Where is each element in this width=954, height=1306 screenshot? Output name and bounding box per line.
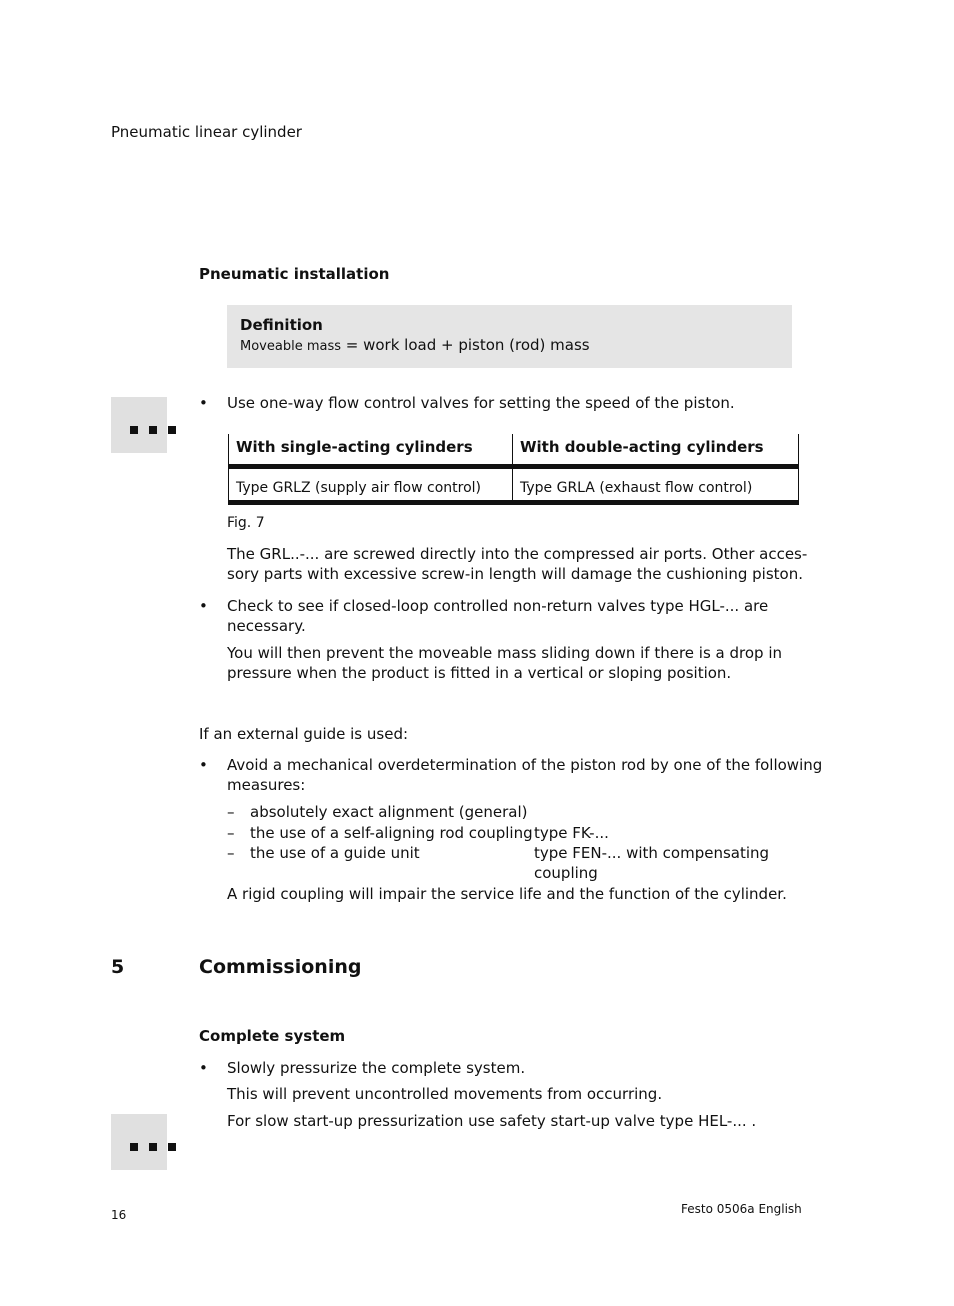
definition-term: Moveable mass (240, 339, 341, 354)
note-icon-square (149, 426, 157, 434)
bullet-overdetermination-line1: Avoid a mechanical overdetermination of the piston rod by one of the following (227, 756, 823, 774)
paragraph-prevent-line1: You will then prevent the moveable mass sliding down if there is a drop in (227, 644, 783, 662)
table-cell-grlz: Type GRLZ (supply air flow control) (236, 480, 481, 496)
measure-text: absolutely exact alignment (general) (250, 803, 528, 821)
figure-label: Fig. 7 (227, 515, 265, 531)
footer-publisher: Festo 0506a English (681, 1202, 802, 1216)
measure-type: type FEN-... with compensating (534, 844, 770, 862)
measure-dash: – (227, 824, 235, 842)
bullet-marker: • (199, 597, 208, 615)
external-guide-intro: If an external guide is used: (199, 725, 409, 743)
table-header-double-acting: With double-acting cylinders (520, 438, 764, 456)
table-header-single-acting: With single-acting cylinders (236, 438, 473, 456)
paragraph-hel-valve: For slow start-up pressurization use safety start-up valve type HEL-... . (227, 1112, 757, 1130)
section-number: 5 (111, 956, 125, 978)
paragraph-prevent-movements: This will prevent uncontrolled movements from occurring. (227, 1085, 663, 1103)
bullet-marker: • (199, 756, 208, 774)
rigid-coupling-note: A rigid coupling will impair the service life and the function of the cylinder. (227, 885, 787, 903)
page-header-title: Pneumatic linear cylinder (111, 123, 302, 141)
bullet-pressurize: Slowly pressurize the complete system. (227, 1059, 526, 1077)
bullet-flow-control: Use one-way flow control valves for setting the speed of the piston. (227, 394, 735, 412)
bullet-marker: • (199, 394, 208, 412)
subheading-complete-system: Complete system (199, 1027, 346, 1045)
measure-text: the use of a guide unit (250, 844, 420, 862)
note-icon-square (149, 1143, 157, 1151)
table-cell-grla: Type GRLA (exhaust flow control) (520, 480, 753, 496)
note-icon-square (168, 1143, 176, 1151)
bullet-hgl-line2: necessary. (227, 617, 306, 635)
paragraph-grl-line1: The GRL..-... are screwed directly into the compressed air ports. Other acces- (227, 545, 808, 563)
measure-text: the use of a self-aligning rod coupling (250, 824, 533, 842)
bullet-marker: • (199, 1059, 208, 1077)
note-icon-square (130, 1143, 138, 1151)
flow-control-table (228, 434, 799, 505)
measure-type-continued: coupling (534, 864, 598, 882)
section-title-commissioning: Commissioning (199, 956, 362, 978)
paragraph-grl-line2: sory parts with excessive screw-in length will damage the cushioning piston. (227, 565, 803, 583)
definition-text (240, 335, 590, 357)
definition-formula: = work load + piston (rod) mass (341, 336, 590, 354)
bullet-hgl-line1: Check to see if closed-loop controlled non-return valves type HGL-... are (227, 597, 769, 615)
page-number: 16 (111, 1208, 127, 1222)
measure-dash: – (227, 803, 235, 821)
measure-type: type FK-... (534, 824, 609, 842)
definition-box (227, 305, 792, 368)
note-icon (111, 1114, 167, 1170)
bullet-overdetermination-line2: measures: (227, 776, 306, 794)
section-heading-pneumatic-installation: Pneumatic installation (199, 265, 390, 283)
measure-dash: – (227, 844, 235, 862)
paragraph-prevent-line2: pressure when the product is fitted in a vertical or sloping position. (227, 664, 732, 682)
definition-title: Definition (240, 316, 323, 334)
note-icon (111, 397, 167, 453)
note-icon-square (168, 426, 176, 434)
note-icon-square (130, 426, 138, 434)
